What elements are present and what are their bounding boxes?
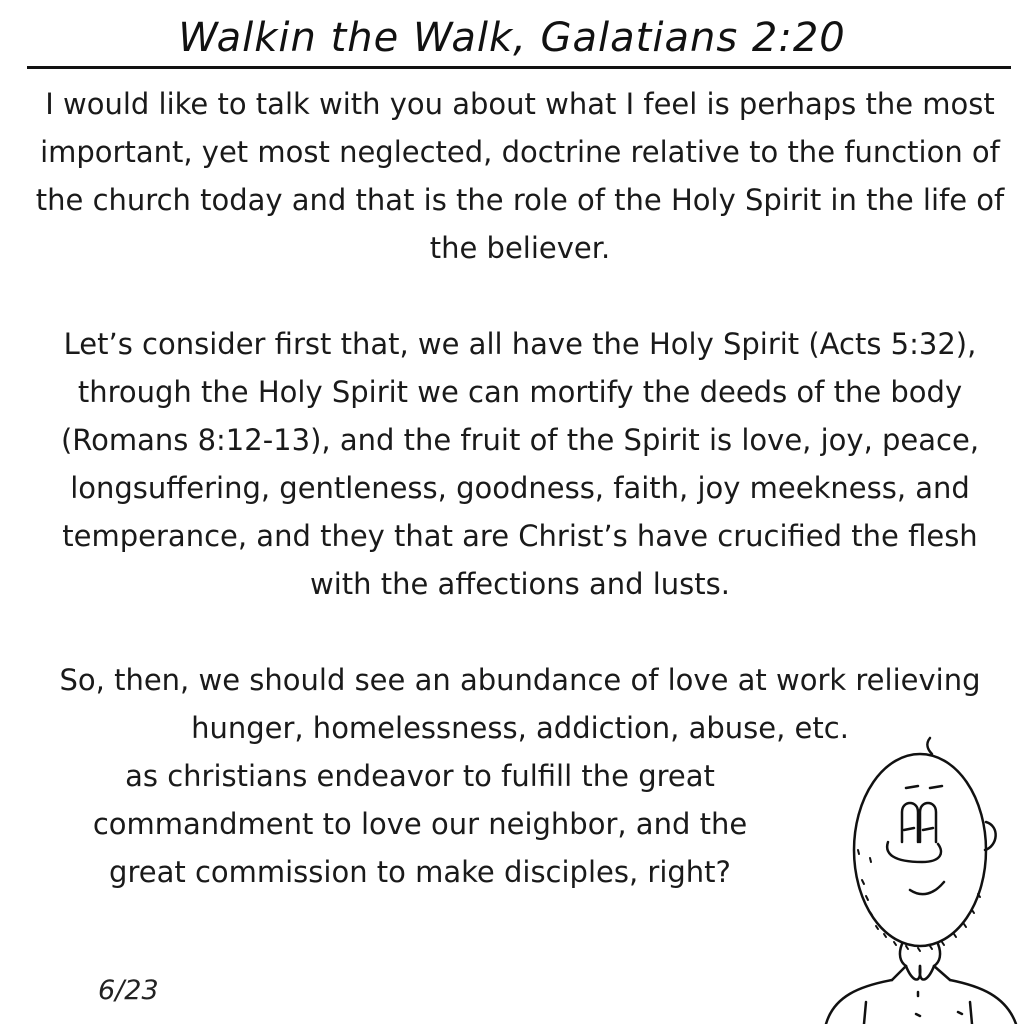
paragraph-2: Let’s consider first that, we all have the Holy Spirit (Acts 5:32), through the Holy Spirit we can mortify the deeds of the body (Romans 8:12-13), and the fruit of the Spirit is love, joy, peace, longsuffering, gentleness, goodness, faith, joy meekness, and temperance, and they that are Christ’s have crucified the flesh with the affections and lusts. [60, 327, 980, 601]
paragraph-3: So, then, we should see an abundance of love at work relieving hunger, homelessness, addiction, abuse, etc. [59, 663, 981, 745]
title-underline [27, 66, 1011, 69]
paragraph-4: as christians endeavor to fulfill the great commandment to love our neighbor, and the great commission to make disciples, right? [92, 759, 748, 889]
paragraph-1: I would like to talk with you about what I feel is perhaps the most important, yet most neglected, doctrine relative to the function of the church today and that is the role of the Holy Spirit in the life of the believer. [35, 87, 1005, 265]
date-label: 6/23 [98, 975, 159, 1006]
page-title: Walkin the Walk, Galatians 2:20 [178, 15, 846, 61]
cartoon-man-icon [810, 730, 1024, 1024]
